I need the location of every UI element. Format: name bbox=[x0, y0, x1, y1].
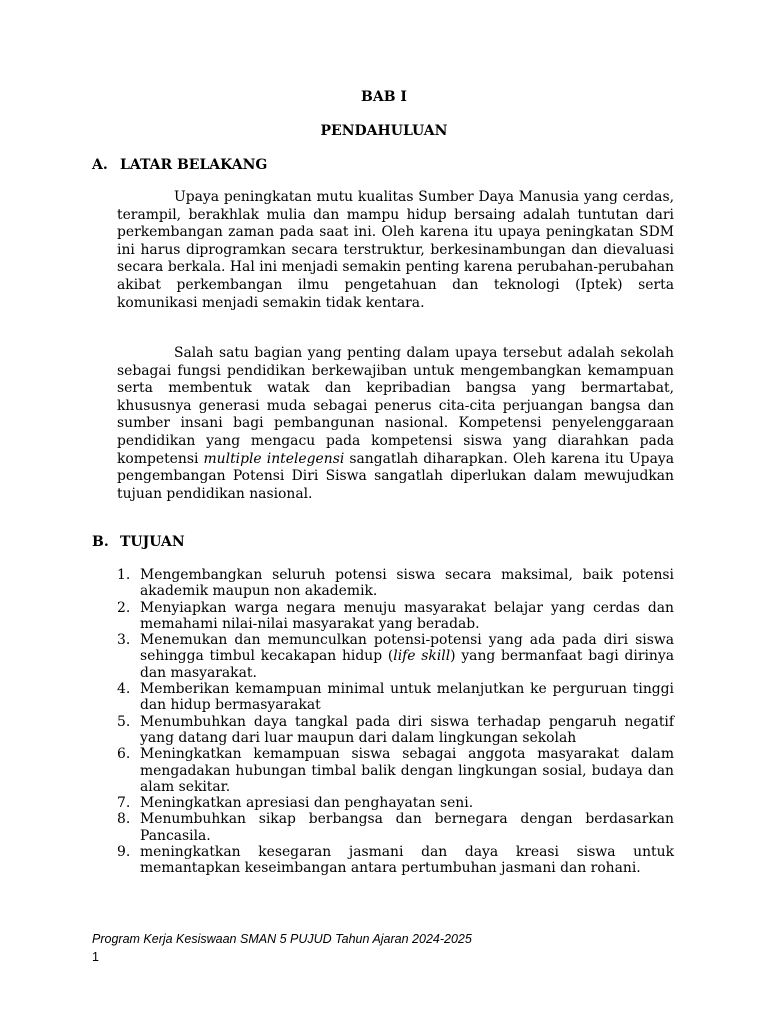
list-item-text-end: ) yang bermanfaat bagi dirinya dan masyarakat. bbox=[140, 648, 674, 681]
list-item bbox=[117, 714, 674, 747]
chapter-title: PENDAHULUAN bbox=[320, 123, 448, 139]
section-b-heading bbox=[92, 534, 185, 551]
list-item-number: 4. bbox=[117, 681, 131, 698]
list-item-number: 6. bbox=[117, 746, 131, 763]
list-item-number: 8. bbox=[117, 811, 131, 828]
section-a-heading bbox=[92, 157, 267, 174]
paragraph-2-start: Salah satu bagian yang penting dalam upaya tersebut adalah sekolah sebagai fungsi pendidikan berkewajiban untuk mengembangkan kemampuan serta membentuk watak dan kepribadian bangsa yang bermartabat, khususnya generasi muda sebagai penerus cita-cita perjuangan bangsa dan sumber insani bagi pembangunan nasional. Kompetensi penyelenggaraan pendidikan yang mengacu pada kompetensi siswa yang diarahkan pada kompetensi bbox=[117, 345, 674, 467]
list-item-text: Meningkatkan kemampuan siswa sebagai anggota masyarakat dalam mengadakan hubungan timbal balik dengan lingkungan sosial, budaya dan alam sekitar. bbox=[140, 746, 674, 795]
list-item-text: Mengembangkan seluruh potensi siswa secara maksimal, baik potensi akademik maupun non akademik. bbox=[140, 567, 674, 600]
list-item-italic-term: life skill bbox=[393, 648, 451, 665]
list-item bbox=[117, 746, 674, 795]
list-item-text: meningkatkan kesegaran jasmani dan daya kreasi siswa untuk memantapkan keseimbangan antara pertumbuhan jasmani dan rohani. bbox=[140, 844, 674, 877]
paragraph-2-italic-term: multiple intelegensi bbox=[203, 450, 345, 467]
background-paragraph-1: Upaya peningkatan mutu kualitas Sumber Daya Manusia yang cerdas, terampil, berakhlak mulia dan mampu hidup bersaing adalah tuntutan dari perkembangan zaman pada saat ini. Oleh karena itu upaya peningkatan SDM ini harus diprogramkan secara terstruktur, berkesinambungan dan dievaluasi secara berkala. Hal ini menjadi semakin penting karena perubahan-perubahan akibat perkembangan ilmu pengetahuan dan teknologi (Iptek) serta komunikasi menjadi semakin tidak kentara. bbox=[117, 189, 674, 311]
section-b-letter: B. bbox=[92, 534, 109, 550]
list-item bbox=[117, 844, 674, 877]
list-item bbox=[117, 567, 674, 600]
list-item-text: Menumbuhkan sikap berbangsa dan bernegara dengan berdasarkan Pancasila. bbox=[140, 811, 674, 844]
background-paragraph-2 bbox=[117, 345, 674, 503]
page-footer: Program Kerja Kesiswaan SMAN 5 PUJUD Tahun Ajaran 2024-2025 bbox=[92, 932, 472, 946]
list-item-text: Menyiapkan warga negara menuju masyarakat belajar yang cerdas dan memahami nilai-nilai masyarakat yang beradab. bbox=[140, 599, 674, 632]
list-item-text: Meningkatkan apresiasi dan penghayatan seni. bbox=[140, 795, 474, 812]
list-item bbox=[117, 811, 674, 844]
chapter-number: BAB I bbox=[361, 89, 407, 105]
page-number: 1 bbox=[92, 950, 99, 964]
list-item bbox=[117, 795, 674, 811]
list-item-number: 3. bbox=[117, 632, 131, 649]
list-item-number: 5. bbox=[117, 713, 131, 730]
list-item-number: 9. bbox=[117, 844, 131, 861]
list-item-number: 7. bbox=[117, 795, 131, 812]
objectives-list bbox=[117, 567, 674, 877]
section-b-title: TUJUAN bbox=[120, 534, 185, 550]
list-item-number: 1. bbox=[117, 567, 131, 583]
list-item bbox=[117, 632, 674, 681]
list-item bbox=[117, 600, 674, 633]
list-item-number: 2. bbox=[117, 599, 131, 616]
section-a-title: LATAR BELAKANG bbox=[120, 157, 268, 173]
paragraph-2-end: sangatlah diharapkan. Oleh karena itu Upaya pengembangan Potensi Diri Siswa sangatlah diperlukan dalam mewujudkan tujuan pendidikan nasional. bbox=[117, 450, 674, 502]
list-item-text-start: Menemukan dan memunculkan potensi-potensi yang ada pada diri siswa sehingga timbul kecakapan hidup ( bbox=[140, 632, 674, 665]
list-item-text: Menumbuhkan daya tangkal pada diri siswa terhadap pengaruh negatif yang datang dari luar maupun dari dalam lingkungan sekolah bbox=[140, 713, 674, 746]
list-item-text: Memberikan kemampuan minimal untuk melanjutkan ke perguruan tinggi dan hidup bermasyarakat bbox=[140, 681, 674, 714]
section-a-letter: A. bbox=[92, 157, 108, 173]
list-item bbox=[117, 681, 674, 714]
